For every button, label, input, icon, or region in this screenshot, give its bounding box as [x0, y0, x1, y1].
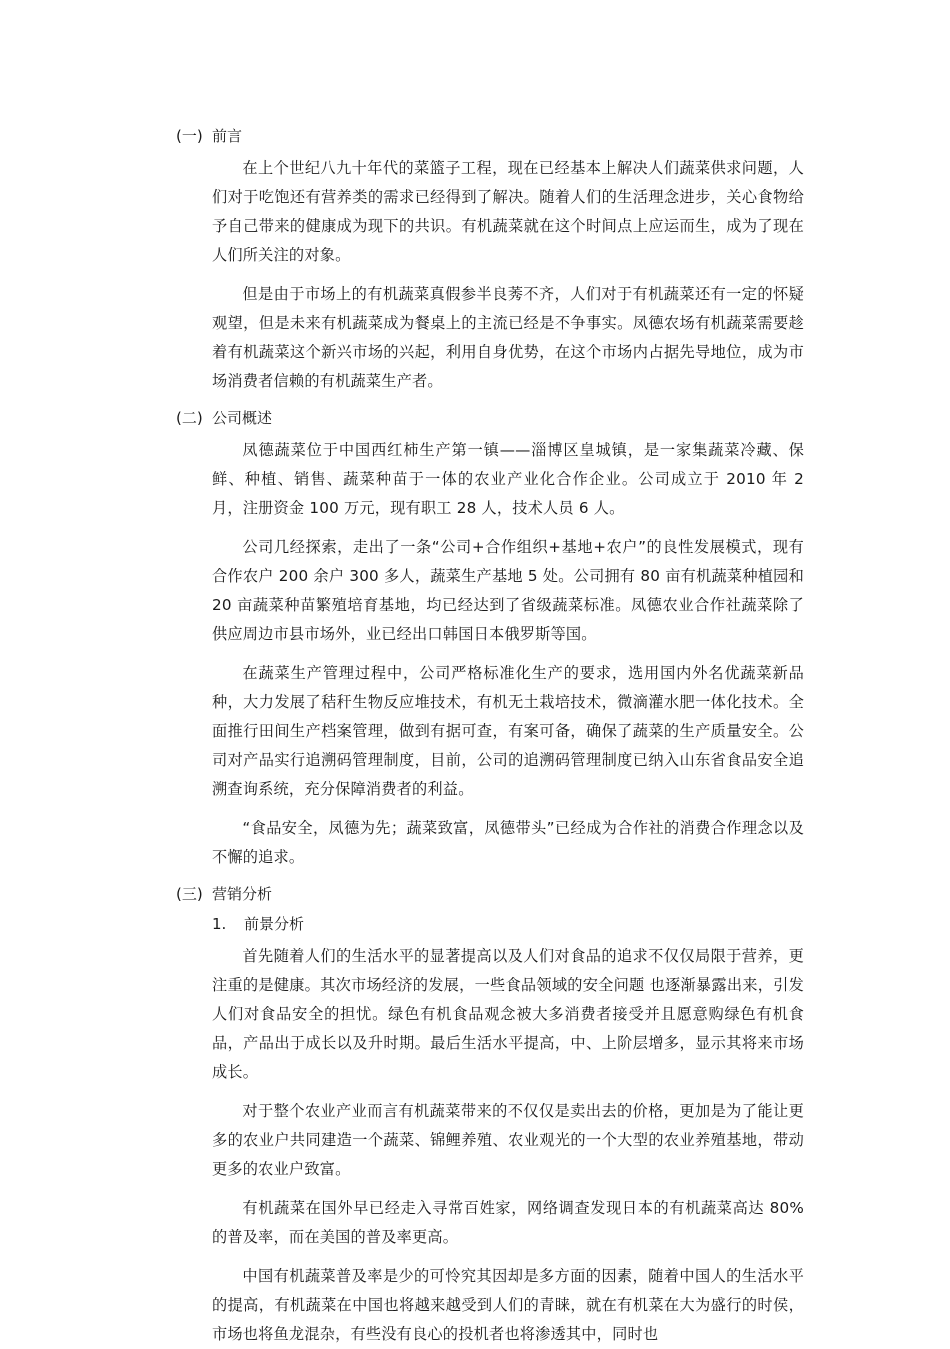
paragraph: 首先随着人们的生活水平的显著提高以及人们对食品的追求不仅仅局限于营养，更注重的是健康。其次市场经济的发展，一些食品领域的安全问题 也逐渐暴露出来，引发人们对食品安全的担忧。绿色有机食品观念被大多消费者接受并且愿意购绿色有机食品，产品出于成长以及升时期。最后生活水平提高，中、上阶层增多，显示其将来市场成长。: [212, 947, 804, 1081]
section-heading-company-overview: [176, 406, 804, 430]
section-heading-preface: [176, 124, 804, 148]
paragraph: 在蔬菜生产管理过程中，公司严格标准化生产的要求，选用国内外名优蔬菜新品种，大力发展了秸秆生物反应堆技术，有机无土栽培技术，微滴灌水肥一体化技术。全面推行田间生产档案管理，做到有据可查，有案可备，确保了蔬菜的生产质量安全。公司对产品实行追溯码管理制度，目前，公司的追溯码管理制度已纳入山东省食品安全追溯查询系统，充分保障消费者的利益。: [212, 664, 804, 798]
paragraph: 对于整个农业产业而言有机蔬菜带来的不仅仅是卖出去的价格，更加是为了能让更多的农业户共同建造一个蔬菜、锦鲤养殖、农业观光的一个大型的农业养殖基地，带动更多的农业户致富。: [212, 1102, 804, 1178]
subsection-heading-outlook: [212, 912, 804, 936]
section-heading-marketing-analysis: [176, 882, 804, 906]
subsection-title: 前景分析: [244, 915, 305, 933]
section-title: 公司概述: [212, 409, 273, 427]
paragraph: 在上个世纪八九十年代的菜篮子工程，现在已经基本上解决人们蔬菜供求问题，人们对于吃饱还有营养类的需求已经得到了解决。随着人们的生活理念进步，关心食物给予自己带来的健康成为现下的共识。有机蔬菜就在这个时间点上应运而生，成为了现在人们所关注的对象。: [212, 159, 804, 264]
section-title: 前言: [212, 127, 243, 145]
paragraph: “食品安全，凤德为先；蔬菜致富，凤德带头”已经成为合作社的消费合作理念以及不懈的追求。: [212, 819, 804, 866]
section-number: (二): [176, 409, 203, 427]
paragraph: 有机蔬菜在国外早已经走入寻常百姓家，网络调查发现日本的有机蔬菜高达 80%的普及率，而在美国的普及率更高。: [212, 1199, 804, 1246]
paragraph: 中国有机蔬菜普及率是少的可怜究其因却是多方面的因素，随着中国人的生活水平的提高，有机蔬菜在中国也将越来越受到人们的青睐，就在有机菜在大为盛行的时侯，市场也将鱼龙混杂，有些没有良心的投机者也将渗透其中，同时也: [212, 1267, 804, 1343]
paragraph: 公司几经探索，走出了一条“公司+合作组织+基地+农户”的良性发展模式，现有合作农户 200 余户 300 多人，蔬菜生产基地 5 处。公司拥有 80 亩有机蔬菜种植园和 20 亩蔬菜种苗繁殖培育基地，均已经达到了省级蔬菜标准。凤德农业合作社蔬菜除了供应周边市县市场外，业已经出口韩国日本俄罗斯等国。: [212, 538, 804, 643]
section-number: (一): [176, 127, 203, 145]
subsection-number: 1.: [212, 915, 227, 933]
paragraph: 但是由于市场上的有机蔬菜真假参半良莠不齐，人们对于有机蔬菜还有一定的怀疑观望，但是未来有机蔬菜成为餐桌上的主流已经是不争事实。凤德农场有机蔬菜需要趁着有机蔬菜这个新兴市场的兴起，利用自身优势，在这个市场内占据先导地位，成为市场消费者信赖的有机蔬菜生产者。: [212, 285, 804, 390]
paragraph: 凤德蔬菜位于中国西红柿生产第一镇——淄博区皇城镇，是一家集蔬菜冷藏、保鲜、种植、销售、蔬菜种苗于一体的农业产业化合作企业。公司成立于 2010 年 2 月，注册资金 100 万元，现有职工 28 人，技术人员 6 人。: [212, 441, 804, 517]
section-title: 营销分析: [212, 885, 273, 903]
document-body: [176, 124, 804, 1349]
section-number: (三): [176, 885, 203, 903]
